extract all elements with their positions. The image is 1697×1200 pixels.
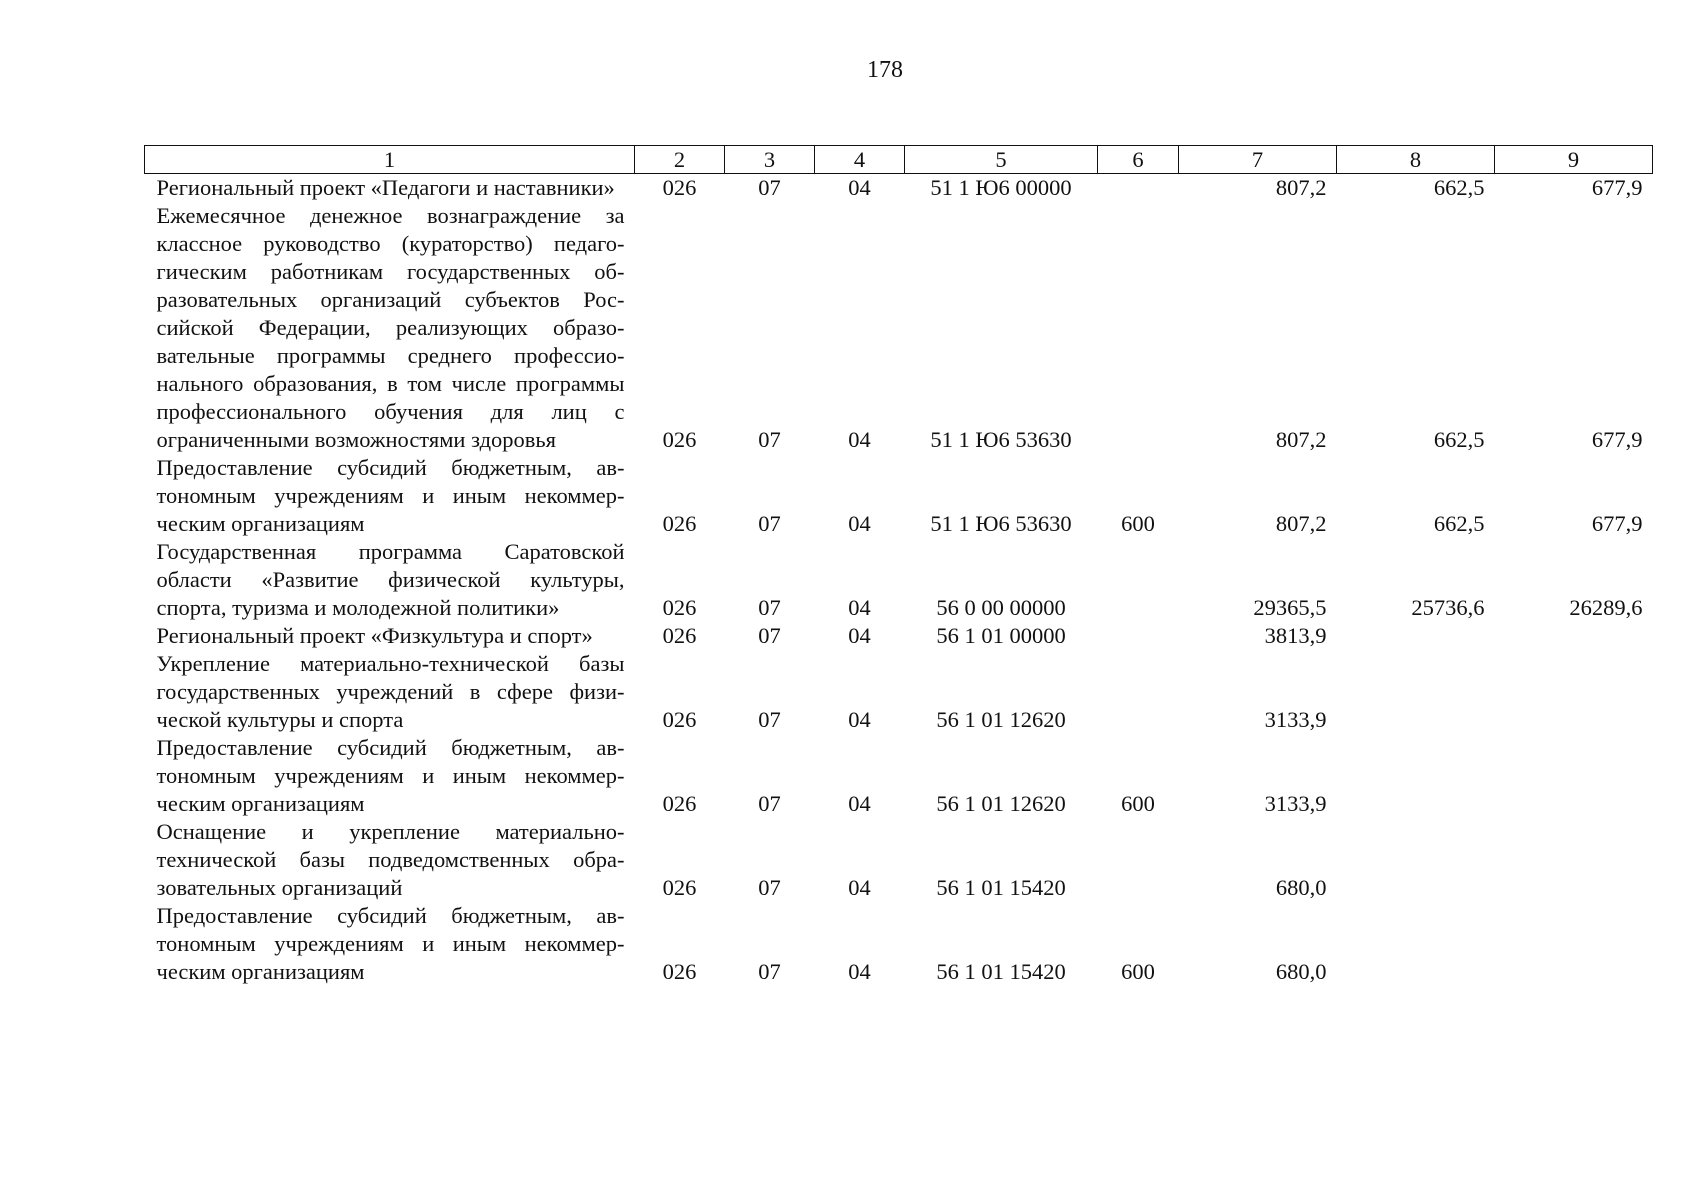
- amount-year-1: 680,0: [1275, 959, 1327, 984]
- expense-type-code: [1098, 174, 1179, 203]
- amount-year-3: 677,9: [1591, 175, 1643, 200]
- expense-type-code: [1098, 538, 1179, 622]
- amount-year-1: 807,2: [1275, 175, 1327, 200]
- subsection-code: 04: [848, 595, 871, 620]
- amount-year-3: [1495, 622, 1653, 650]
- item-name: Региональный проект «Педагоги и наставники»: [156, 175, 615, 200]
- table-row: [145, 454, 1653, 538]
- amount-year-3: 26289,6: [1569, 595, 1643, 620]
- target-article-code: 56 1 01 15420: [936, 875, 1066, 900]
- amount-year-2: [1337, 622, 1495, 650]
- item-name: Предоставление субсидий бюджетным, автономным учреждениям и иным некоммерческим организациям: [156, 455, 625, 536]
- header-col-3: 3: [725, 146, 815, 174]
- header-col-1: 1: [145, 146, 635, 174]
- subsection-code: 04: [848, 427, 871, 452]
- expense-type-code: 600: [1121, 511, 1155, 536]
- amount-year-1: 3813,9: [1264, 623, 1327, 648]
- item-name: Государственная программа Саратовской области «Развитие физической культуры, спорта, туризма и молодежной политики»: [156, 539, 625, 620]
- amount-year-3: [1495, 818, 1653, 902]
- ministry-code: 026: [662, 875, 697, 900]
- section-code: 07: [758, 595, 781, 620]
- ministry-code: 026: [662, 707, 697, 732]
- expense-type-code: [1098, 650, 1179, 734]
- amount-year-2: [1337, 818, 1495, 902]
- item-name: Предоставление субсидий бюджетным, автономным учреждениям и иным некоммерческим организациям: [156, 735, 625, 816]
- target-article-code: 51 1 Ю6 53630: [930, 511, 1072, 536]
- amount-year-1: 680,0: [1275, 875, 1327, 900]
- section-code: 07: [758, 175, 781, 200]
- target-article-code: 51 1 Ю6 53630: [930, 427, 1072, 452]
- ministry-code: 026: [662, 623, 697, 648]
- section-code: 07: [758, 707, 781, 732]
- table-row: [145, 734, 1653, 818]
- ministry-code: 026: [662, 175, 697, 200]
- table-row: [145, 202, 1653, 454]
- section-code: 07: [758, 959, 781, 984]
- header-row: [145, 146, 1653, 174]
- target-article-code: 56 1 01 15420: [936, 959, 1066, 984]
- table-row: [145, 902, 1653, 986]
- amount-year-3: [1495, 734, 1653, 818]
- subsection-code: 04: [848, 511, 871, 536]
- table-row: [145, 650, 1653, 734]
- section-code: 07: [758, 427, 781, 452]
- amount-year-2: [1337, 734, 1495, 818]
- budget-table: [144, 145, 1653, 986]
- item-name: Региональный проект «Физкультура и спорт»: [156, 623, 593, 648]
- table-row: [145, 818, 1653, 902]
- subsection-code: 04: [848, 623, 871, 648]
- section-code: 07: [758, 623, 781, 648]
- table-body: [145, 174, 1653, 987]
- header-col-9: 9: [1495, 146, 1653, 174]
- amount-year-3: 677,9: [1591, 427, 1643, 452]
- header-col-7: 7: [1179, 146, 1337, 174]
- subsection-code: 04: [848, 875, 871, 900]
- amount-year-2: [1337, 902, 1495, 986]
- ministry-code: 026: [662, 511, 697, 536]
- amount-year-2: 662,5: [1433, 427, 1485, 452]
- item-name: Предоставление субсидий бюджетным, автономным учреждениям и иным некоммерческим организациям: [156, 903, 625, 984]
- header-col-2: 2: [635, 146, 725, 174]
- table-row: [145, 622, 1653, 650]
- subsection-code: 04: [848, 707, 871, 732]
- amount-year-1: 3133,9: [1264, 707, 1327, 732]
- ministry-code: 026: [662, 595, 697, 620]
- amount-year-2: 662,5: [1433, 511, 1485, 536]
- ministry-code: 026: [662, 959, 697, 984]
- amount-year-3: 677,9: [1591, 511, 1643, 536]
- item-name: Ежемесячное денежное вознаграждение за классное руководство (кураторство) педагогическим работникам государственных образовательных организаций субъектов Российской Федерации, реализующих образовательные программы среднего профессионального образования, в том числе программы профессионального обучения для лиц с ограниченными возможностями здоровья: [156, 203, 625, 452]
- subsection-code: 04: [848, 959, 871, 984]
- amount-year-2: 662,5: [1433, 175, 1485, 200]
- table-row: [145, 538, 1653, 622]
- ministry-code: 026: [662, 427, 697, 452]
- amount-year-1: 3133,9: [1264, 791, 1327, 816]
- amount-year-1: 807,2: [1275, 511, 1327, 536]
- table-row: [145, 174, 1653, 203]
- amount-year-1: 29365,5: [1253, 595, 1327, 620]
- amount-year-2: [1337, 650, 1495, 734]
- amount-year-1: 807,2: [1275, 427, 1327, 452]
- header-col-6: 6: [1098, 146, 1179, 174]
- expense-type-code: 600: [1121, 791, 1155, 816]
- expense-type-code: [1098, 202, 1179, 454]
- target-article-code: 56 1 01 12620: [936, 791, 1066, 816]
- amount-year-3: [1495, 650, 1653, 734]
- expense-type-code: 600: [1121, 959, 1155, 984]
- target-article-code: 56 1 01 00000: [936, 623, 1066, 648]
- expense-type-code: [1098, 818, 1179, 902]
- ministry-code: 026: [662, 791, 697, 816]
- table-header: [145, 146, 1653, 174]
- item-name: Укрепление материально-технической базы государственных учреждений в сфере физической культуры и спорта: [156, 651, 625, 732]
- page-number: 178: [867, 57, 903, 83]
- amount-year-3: [1495, 902, 1653, 986]
- subsection-code: 04: [848, 175, 871, 200]
- subsection-code: 04: [848, 791, 871, 816]
- expense-type-code: [1098, 622, 1179, 650]
- header-col-4: 4: [815, 146, 905, 174]
- section-code: 07: [758, 791, 781, 816]
- target-article-code: 56 1 01 12620: [936, 707, 1066, 732]
- section-code: 07: [758, 875, 781, 900]
- item-name: Оснащение и укрепление материально-технической базы подведомственных образовательных организаций: [156, 819, 625, 900]
- header-col-8: 8: [1337, 146, 1495, 174]
- amount-year-2: 25736,6: [1411, 595, 1485, 620]
- target-article-code: 51 1 Ю6 00000: [930, 175, 1072, 200]
- target-article-code: 56 0 00 00000: [936, 595, 1066, 620]
- section-code: 07: [758, 511, 781, 536]
- header-col-5: 5: [905, 146, 1098, 174]
